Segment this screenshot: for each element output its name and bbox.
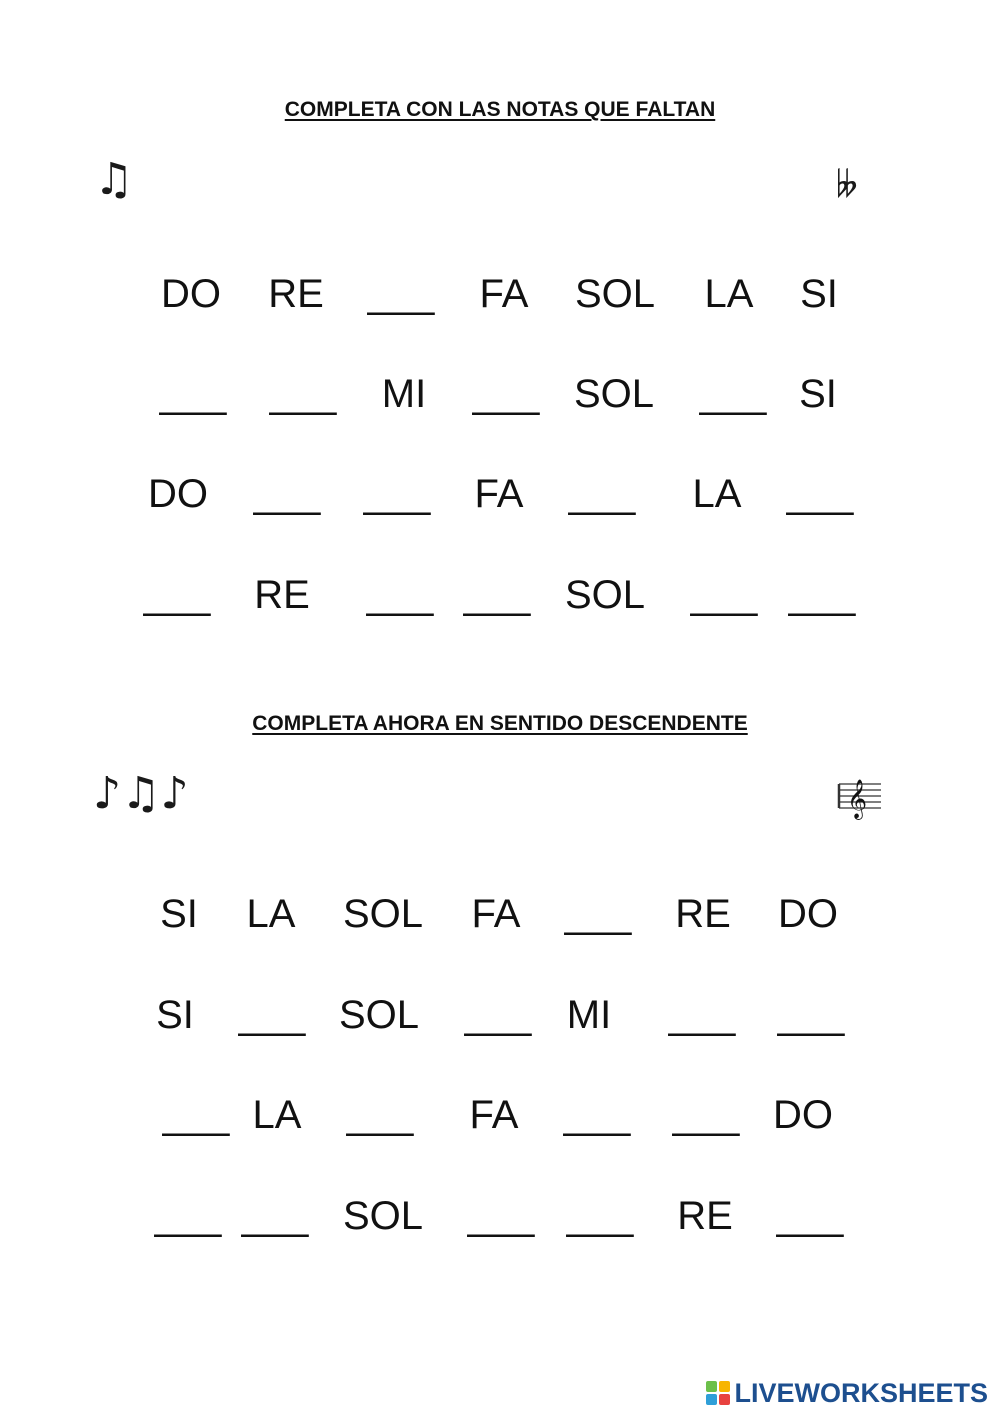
blank-note-slot[interactable]: ___ [564,892,632,936]
section1-row-4 [0,575,1000,635]
blank-note-slot[interactable]: ___ [269,372,337,416]
blank-note-slot[interactable]: ___ [464,993,532,1037]
note-name: DO [773,1093,833,1137]
section2-row-4 [0,1196,1000,1256]
blank-note-slot[interactable]: ___ [154,1194,222,1238]
note-name: SI [800,272,838,316]
blank-note-slot[interactable]: ___ [241,1194,309,1238]
multiple-notes-icon: ♪♫♪ [93,768,189,819]
note-name: SOL [574,272,656,316]
note-name: DO [778,892,838,936]
blank-note-slot[interactable]: ___ [568,472,636,516]
blank-note-slot[interactable]: ___ [563,1093,631,1137]
blank-note-slot[interactable]: ___ [367,272,435,316]
note-name: RE [254,573,310,617]
note-name: SOL [342,1194,424,1238]
note-name: LA [246,892,296,936]
blank-note-slot[interactable]: ___ [467,1194,535,1238]
note-name: RE [268,272,324,316]
liveworksheets-logo-icon [706,1381,730,1405]
section1-row-3 [0,474,1000,534]
note-name: FA [471,892,521,936]
note-name: LA [692,472,742,516]
blank-note-slot[interactable]: ___ [472,372,540,416]
blank-note-slot[interactable]: ___ [788,573,856,617]
note-name: SOL [564,573,646,617]
note-name: SOL [338,993,420,1037]
note-name: DO [161,272,221,316]
note-name: DO [148,472,208,516]
blank-note-slot[interactable]: ___ [162,1093,230,1137]
section1-row-1 [0,274,1000,334]
section1-title: COMPLETA CON LAS NOTAS QUE FALTAN [284,98,716,121]
blank-note-slot[interactable]: ___ [672,1093,740,1137]
note-name: MI [566,993,612,1037]
note-name: SI [799,372,837,416]
blank-note-slot[interactable]: ___ [668,993,736,1037]
beamed-eighth-notes-icon: ♫ [94,154,134,205]
blank-note-slot[interactable]: ___ [346,1093,414,1137]
note-name: RE [675,892,731,936]
note-name: RE [677,1194,733,1238]
blank-note-slot[interactable]: ___ [699,372,767,416]
note-name: SOL [342,892,424,936]
blank-note-slot[interactable]: ___ [690,573,758,617]
brand-name: LIVEWORKSHEETS [734,1377,988,1408]
note-name: LA [704,272,754,316]
note-name: SI [156,993,194,1037]
blank-note-slot[interactable]: ___ [777,993,845,1037]
note-name: FA [469,1093,519,1137]
section2-row-1 [0,894,1000,954]
blank-note-slot[interactable]: ___ [238,993,306,1037]
blank-note-slot[interactable]: ___ [143,573,211,617]
blank-note-slot[interactable]: ___ [159,372,227,416]
note-name: MI [381,372,427,416]
note-name: FA [479,272,529,316]
blank-note-slot[interactable]: ___ [366,573,434,617]
blank-note-slot[interactable]: ___ [786,472,854,516]
note-name: SOL [573,372,655,416]
svg-text:𝄞: 𝄞 [847,779,868,819]
note-name: FA [474,472,524,516]
treble-clef-staff-icon [835,772,883,820]
section2-row-3 [0,1095,1000,1155]
double-flat-icon: 𝄫 [836,165,858,206]
blank-note-slot[interactable]: ___ [566,1194,634,1238]
blank-note-slot[interactable]: ___ [363,472,431,516]
section2-row-2 [0,995,1000,1055]
section2-title: COMPLETA AHORA EN SENTIDO DESCENDENTE [252,712,748,735]
note-name: LA [252,1093,302,1137]
section1-row-2 [0,374,1000,434]
blank-note-slot[interactable]: ___ [253,472,321,516]
note-name: SI [160,892,198,936]
blank-note-slot[interactable]: ___ [463,573,531,617]
blank-note-slot[interactable]: ___ [776,1194,844,1238]
liveworksheets-brand [706,1378,988,1408]
